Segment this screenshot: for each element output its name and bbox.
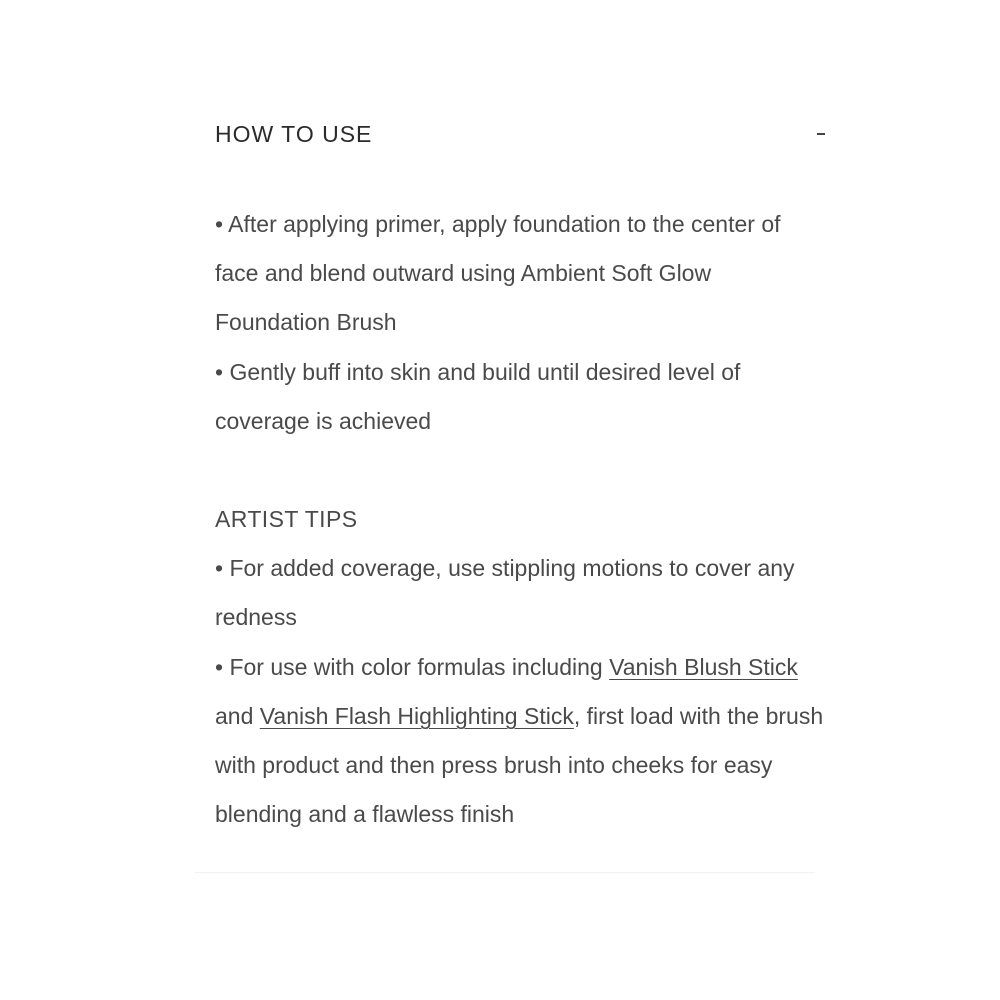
tip-text: and [215, 702, 260, 729]
collapse-toggle-button[interactable] [811, 124, 831, 144]
vanish-blush-stick-link[interactable]: Vanish Blush Stick [609, 653, 798, 680]
how-to-use-panel [215, 110, 825, 839]
section-title: HOW TO USE [215, 120, 373, 147]
artist-tip: • For added coverage, use stippling motions to cover any redness [215, 555, 795, 631]
divider [195, 872, 815, 873]
section-content [215, 200, 825, 839]
how-to-use-step: • Gently buff into skin and build until desired level of coverage is achieved [215, 358, 741, 434]
artist-tip [215, 643, 825, 840]
tip-text: • For use with color formulas including [215, 653, 610, 680]
artist-tips-heading: ARTIST TIPS [215, 506, 358, 533]
spacer [215, 446, 825, 495]
how-to-use-step: • After applying primer, apply foundation to the center of face and blend outward using Ambient Soft Glow Foundation Brush [215, 211, 781, 336]
tip-text: , first load with the brush with product and then press brush into cheeks for easy blending and a flawless finish [215, 702, 824, 828]
minus-icon [817, 133, 825, 135]
vanish-flash-highlighting-stick-link[interactable]: Vanish Flash Highlighting Stick [259, 702, 574, 729]
section-header[interactable] [215, 110, 825, 158]
